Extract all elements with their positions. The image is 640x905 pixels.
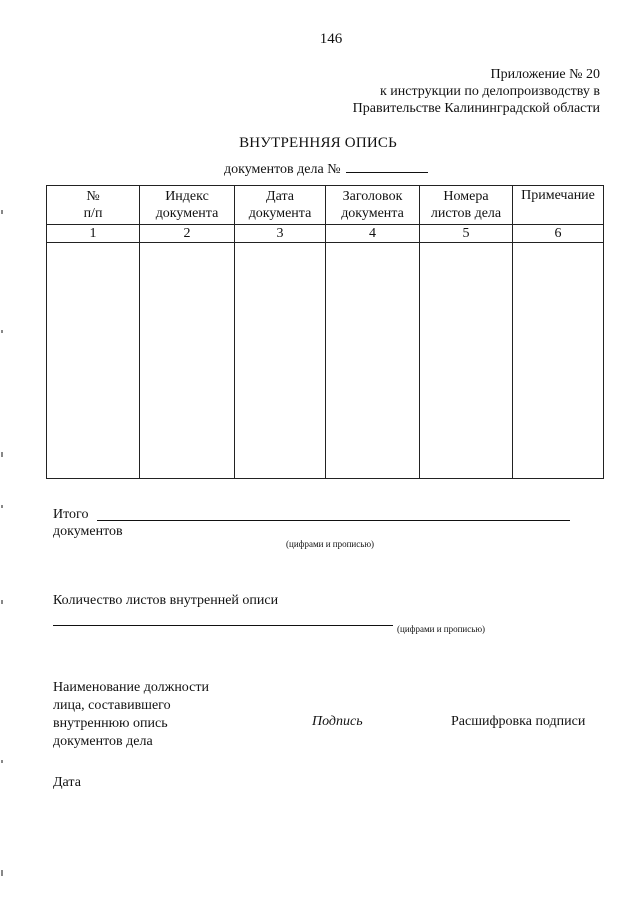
column-number-cell: 5 [420,225,513,243]
column-number-cell: 6 [513,225,604,243]
appendix-line-3: Правительстве Калининградской области [352,101,600,116]
total-input-line[interactable] [97,520,570,521]
position-line-2: лица, составившего [53,698,171,713]
total-hint: (цифрами и прописью) [286,539,375,549]
header-text: № [86,189,100,204]
document-title: ВНУТРЕННЯЯ ОПИСЬ [239,135,397,151]
empty-cell[interactable] [140,243,235,479]
inventory-table [46,185,604,479]
empty-cell[interactable] [326,243,420,479]
total-label-line-1: Итого [53,507,89,522]
column-number-cell: 3 [235,225,326,243]
signature-label: Подпись [312,714,363,729]
column-number-cell: 1 [47,225,140,243]
empty-cell[interactable] [235,243,326,479]
sheets-count-hint: (цифрами и прописью) [397,624,486,634]
position-line-4: документов дела [53,734,153,749]
position-label [53,679,209,751]
header-text: документа [155,206,219,221]
total-label-line-2: документов [53,524,123,539]
case-number-blank[interactable] [346,160,428,173]
sheets-count-input-line[interactable] [53,625,393,626]
header-cell-index [140,186,235,225]
header-text: документа [248,206,312,221]
header-cell-note [513,186,604,225]
page-number: 146 [319,31,343,47]
empty-cell[interactable] [420,243,513,479]
header-cell-heading [326,186,420,225]
position-line-3: внутреннюю опись [53,716,168,731]
header-text: документа [341,206,404,221]
appendix-reference [353,66,600,117]
sheets-count-label: Количество листов внутренней описи [53,593,279,608]
header-text: Заголовок [342,189,403,204]
appendix-line-2: к инструкции по делопроизводству в [379,84,600,99]
header-cell-date [235,186,326,225]
empty-cell[interactable] [47,243,140,479]
header-text: Дата [266,189,294,204]
scan-margin-marks [0,0,6,905]
header-text: п/п [83,206,103,221]
header-cell-sheets [420,186,513,225]
header-text: Номера [443,189,489,204]
total-label [53,506,123,540]
header-cell-number [47,186,140,225]
signature-decode-label: Расшифровка подписи [451,714,586,729]
table-header-row [47,186,604,225]
column-number-row [47,225,604,243]
date-label: Дата [53,775,81,790]
subtitle-text: документов дела № [224,162,341,177]
header-text: листов дела [430,206,502,221]
empty-cell[interactable] [513,243,604,479]
column-number-cell: 4 [326,225,420,243]
appendix-line-1: Приложение № 20 [490,67,600,82]
table-row [47,243,604,479]
document-subtitle [224,160,428,178]
position-line-1: Наименование должности [53,680,209,695]
column-number-cell: 2 [140,225,235,243]
header-text: Индекс [165,189,209,204]
header-text: Примечание [521,188,595,203]
